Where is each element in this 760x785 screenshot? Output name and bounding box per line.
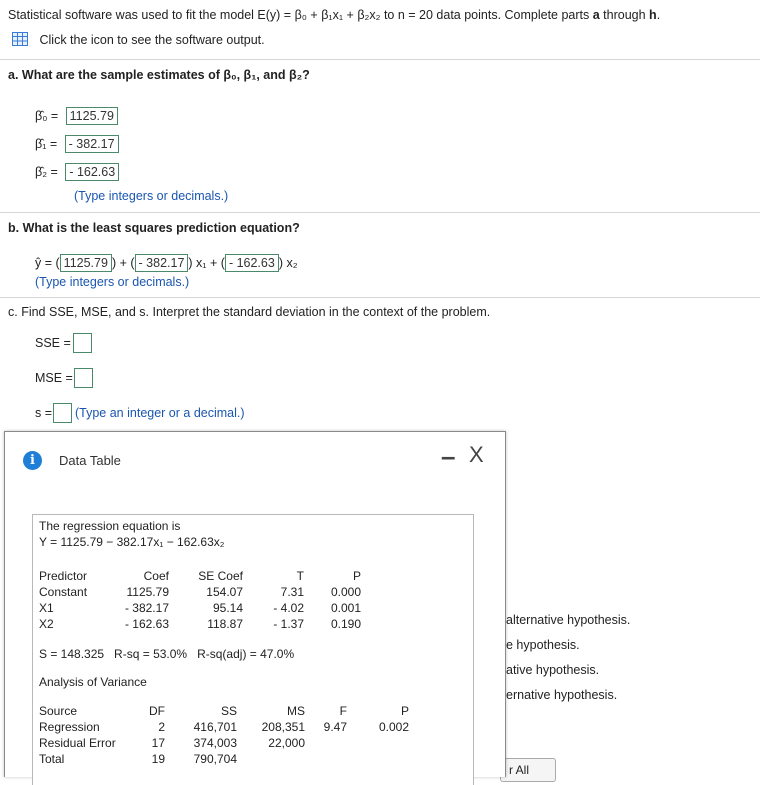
cell: Constant (39, 585, 88, 599)
software-output-link[interactable] (12, 32, 265, 47)
cell: 7.31 (280, 585, 304, 599)
part-a-question: a. What are the sample estimates of β₀, β₁, and β₂? (8, 68, 310, 82)
t-col (258, 568, 304, 632)
ss-col (177, 703, 237, 767)
bg-option-4: ernative hypothesis. (506, 688, 618, 702)
b1-row: β̂₁ = - 382.17 (35, 135, 119, 153)
info-icon: i (23, 451, 42, 470)
anova-title: Analysis of Variance (39, 675, 147, 689)
dialog-title: Data Table (59, 453, 121, 468)
cell: - 4.02 (273, 601, 304, 615)
cell: Total (39, 752, 65, 766)
ms-col (249, 703, 305, 751)
sse-input[interactable] (73, 333, 92, 353)
header-cell: MS (287, 704, 305, 718)
part-c-hint: (Type an integer or a decimal.) (75, 406, 245, 420)
cell: 0.002 (378, 720, 409, 734)
bg-option-3: ative hypothesis. (506, 663, 600, 677)
mse-input[interactable] (74, 368, 93, 388)
cell: 9.47 (323, 720, 347, 734)
prediction-equation: ŷ = ( 1125.79 ) + ( - 382.17 ) x₁ + ( - 162.63 ) x₂ (35, 256, 298, 270)
cell: 2 (158, 720, 165, 734)
cell: - 382.17 (124, 601, 169, 615)
table-icon[interactable] (12, 32, 28, 46)
b2-answer[interactable]: - 162.63 (65, 163, 119, 181)
model-fit-stats: S = 148.325 R-sq = 53.0% R-sq(adj) = 47.0% (39, 647, 295, 661)
cell: X2 (39, 617, 54, 631)
cell: 0.000 (330, 585, 361, 599)
header-cell: SE Coef (198, 569, 243, 583)
b0-row: β̂₀ = 1125.79 (35, 107, 118, 125)
header-cell: SS (220, 704, 237, 718)
cell: 154.07 (206, 585, 243, 599)
close-button[interactable]: X (469, 442, 484, 467)
clear-all-button[interactable]: r All (500, 758, 556, 782)
header-cell: P (352, 569, 361, 583)
header-cell: P (400, 704, 409, 718)
cell: 19 (151, 752, 165, 766)
eq-b0-answer[interactable]: 1125.79 (60, 254, 112, 272)
cell: 0.001 (330, 601, 361, 615)
problem-statement: Statistical software was used to fit the model E(y) = β₀ + β₁x₁ + β₂x₂ to n = 20 data points. Complete parts a through h. (8, 8, 661, 22)
predictor-col (39, 568, 87, 632)
data-table-dialog (4, 431, 506, 777)
p-col (315, 568, 361, 632)
b2-row: β̂₂ = - 162.63 (35, 163, 119, 181)
cell: 118.87 (207, 617, 243, 631)
coef-col (113, 568, 169, 632)
source-col (39, 703, 116, 767)
cell: 374,003 (193, 736, 237, 750)
cell: 208,351 (261, 720, 305, 734)
f-col (311, 703, 347, 735)
s-input[interactable] (53, 403, 72, 423)
cell: 790,704 (193, 752, 237, 766)
anova-p-col (365, 703, 409, 735)
df-col (133, 703, 165, 767)
b0-answer[interactable]: 1125.79 (66, 107, 118, 125)
cell: 416,701 (193, 720, 237, 734)
sse-label: SSE = (35, 336, 71, 350)
header-cell: Predictor (39, 569, 88, 583)
cell: - 1.37 (273, 617, 304, 631)
divider (0, 212, 760, 213)
bg-option-1: alternative hypothesis. (506, 613, 631, 627)
b1-answer[interactable]: - 382.17 (65, 135, 119, 153)
minimize-button[interactable]: – (441, 441, 456, 471)
eq-b1-answer[interactable]: - 382.17 (135, 254, 189, 272)
header-cell: DF (149, 704, 165, 718)
header-cell: Coef (143, 569, 169, 583)
icon-link-text[interactable]: Click the icon to see the software output. (39, 33, 265, 47)
cell: 0.190 (330, 617, 361, 631)
equation-heading: The regression equation is (39, 519, 181, 533)
secoef-col (183, 568, 243, 632)
cell: Regression (39, 720, 100, 734)
s-label: s = (35, 406, 53, 420)
cell: 95.14 (212, 601, 243, 615)
software-output-panel (32, 514, 474, 785)
eq-b2-answer[interactable]: - 162.63 (225, 254, 279, 272)
cell: 17 (151, 736, 165, 750)
part-c-question: c. Find SSE, MSE, and s. Interpret the standard deviation in the context of the problem. (8, 305, 491, 319)
part-b-hint: (Type integers or decimals.) (35, 275, 190, 289)
cell: 22,000 (268, 736, 305, 750)
cell: Residual Error (39, 736, 116, 750)
part-a-hint: (Type integers or decimals.) (74, 189, 229, 203)
bg-option-2: e hypothesis. (506, 638, 580, 652)
regression-equation: Y = 1125.79 − 382.17x₁ − 162.63x₂ (39, 535, 225, 549)
cell: X1 (39, 601, 54, 615)
part-b-question: b. What is the least squares prediction equation? (8, 221, 300, 235)
cell: - 162.63 (124, 617, 169, 631)
divider (0, 297, 760, 298)
mse-label: MSE = (35, 371, 73, 385)
cell: 1125.79 (126, 585, 169, 599)
header-cell: F (339, 704, 347, 718)
header-cell: T (296, 569, 304, 583)
header-cell: Source (39, 704, 78, 718)
divider (0, 59, 760, 60)
